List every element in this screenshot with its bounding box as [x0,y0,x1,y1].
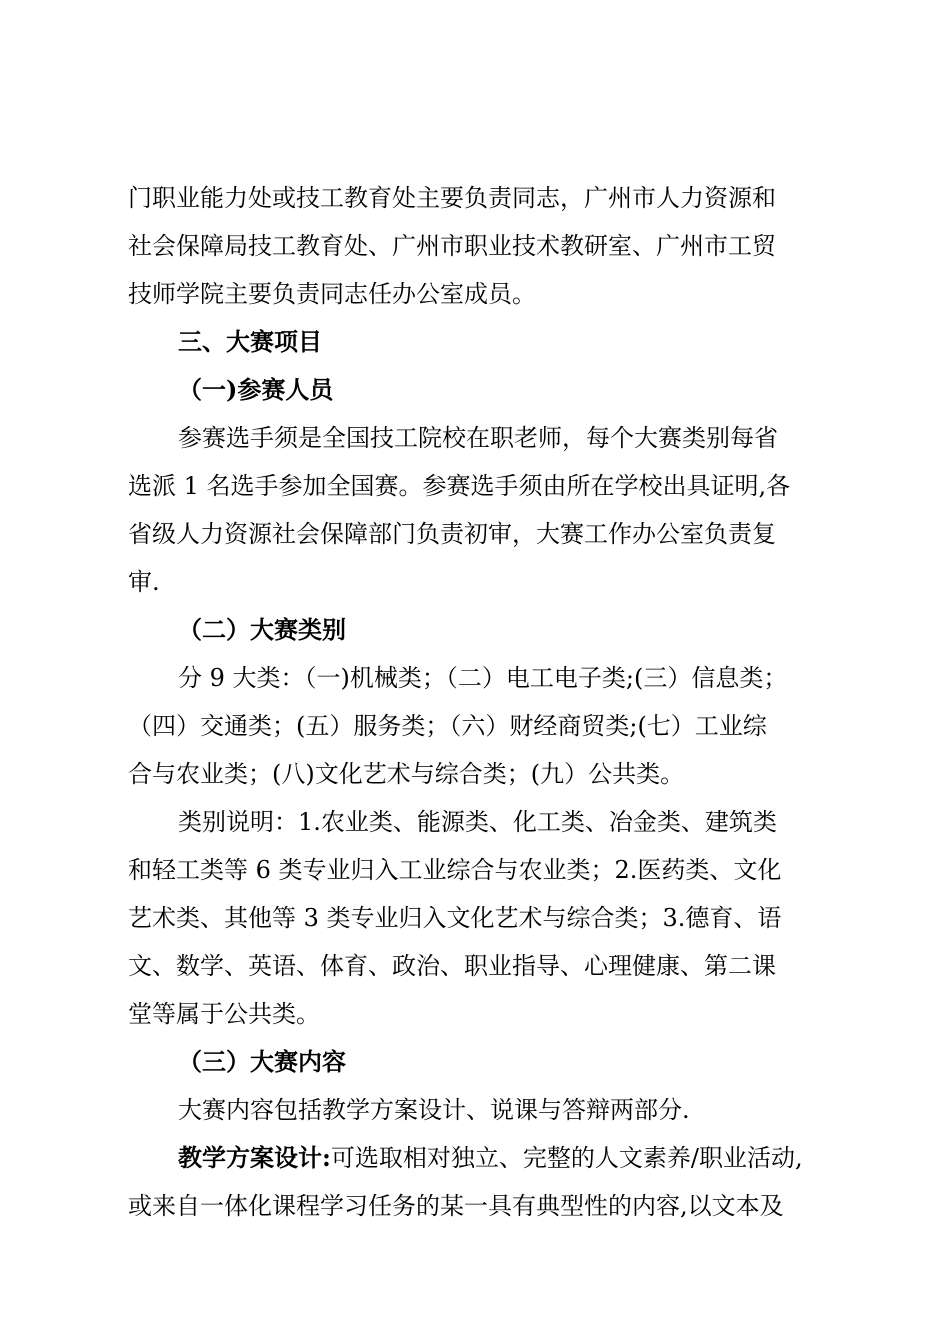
line-text: 合与农业类；(八)文化艺术与综合类；(九）公共类。 [128,760,685,788]
subsection-heading [178,610,950,650]
paragraph-line [128,706,950,746]
paragraph-line [178,658,950,698]
paragraph-line [178,1138,950,1178]
paragraph-line [128,850,950,890]
line-text: 选派 1 名选手参加全国赛。参赛选手须由所在学校出具证明,各 [128,472,791,500]
line-text: 类别说明：1.农业类、能源类、化工类、冶金类、建筑类 [178,808,777,836]
heading-text: （三）大赛内容 [178,1047,346,1076]
paragraph-line [178,802,950,842]
line-text: （四）交通类；(五）服务类；（六）财经商贸类;(七）工业综 [128,712,767,740]
line-text: 大赛内容包括教学方案设计、说课与答辩两部分. [178,1096,690,1124]
paragraph-line [128,1186,950,1226]
line-text: 参赛选手须是全国技工院校在职老师，每个大赛类别每省 [178,424,778,452]
paragraph-line [128,514,950,554]
heading-text: 三、大赛项目 [178,327,322,356]
line-text: 文、数学、英语、体育、政治、职业指导、心理健康、第二课 [128,952,776,980]
paragraph-line [128,754,950,794]
line-text: 艺术类、其他等 3 类专业归入文化艺术与综合类；3.德育、语 [128,904,782,932]
section-heading [178,322,950,362]
paragraph-line [128,466,950,506]
line-text: 或来自一体化课程学习任务的某一具有典型性的内容,以文本及 [128,1192,784,1220]
line-text: 社会保障局技工教育处、广州市职业技术教研室、广州市工贸 [128,232,776,260]
paragraph-line [128,178,950,218]
heading-text: （一)参赛人员 [178,375,334,404]
paragraph-line [178,1090,950,1130]
paragraph-line [128,226,950,266]
line-text: 和轻工类等 6 类专业归入工业综合与农业类；2.医药类、文化 [128,856,782,884]
line-text: 堂等属于公共类。 [128,1000,320,1028]
heading-text: （二）大赛类别 [178,615,346,644]
line-text: 可选取相对独立、完整的人文素养/职业活动, [330,1144,803,1172]
subsection-heading [178,1042,950,1082]
line-text: 分 9 大类：（一)机械类；（二）电工电子类;(三）信息类； [178,664,788,692]
paragraph-line [128,562,950,602]
line-text: 省级人力资源社会保障部门负责初审，大赛工作办公室负责复 [128,520,776,548]
line-text: 技师学院主要负责同志任办公室成员。 [128,280,536,308]
line-text: 审. [128,568,160,596]
subsection-heading [178,370,950,410]
paragraph-line [128,274,950,314]
paragraph-line [128,898,950,938]
paragraph-line [178,418,950,458]
paragraph-line [128,994,950,1034]
paragraph-line [128,946,950,986]
line-text: 门职业能力处或技工教育处主要负责同志，广州市人力资源和 [128,184,776,212]
term-label: 教学方案设计: [178,1143,331,1172]
